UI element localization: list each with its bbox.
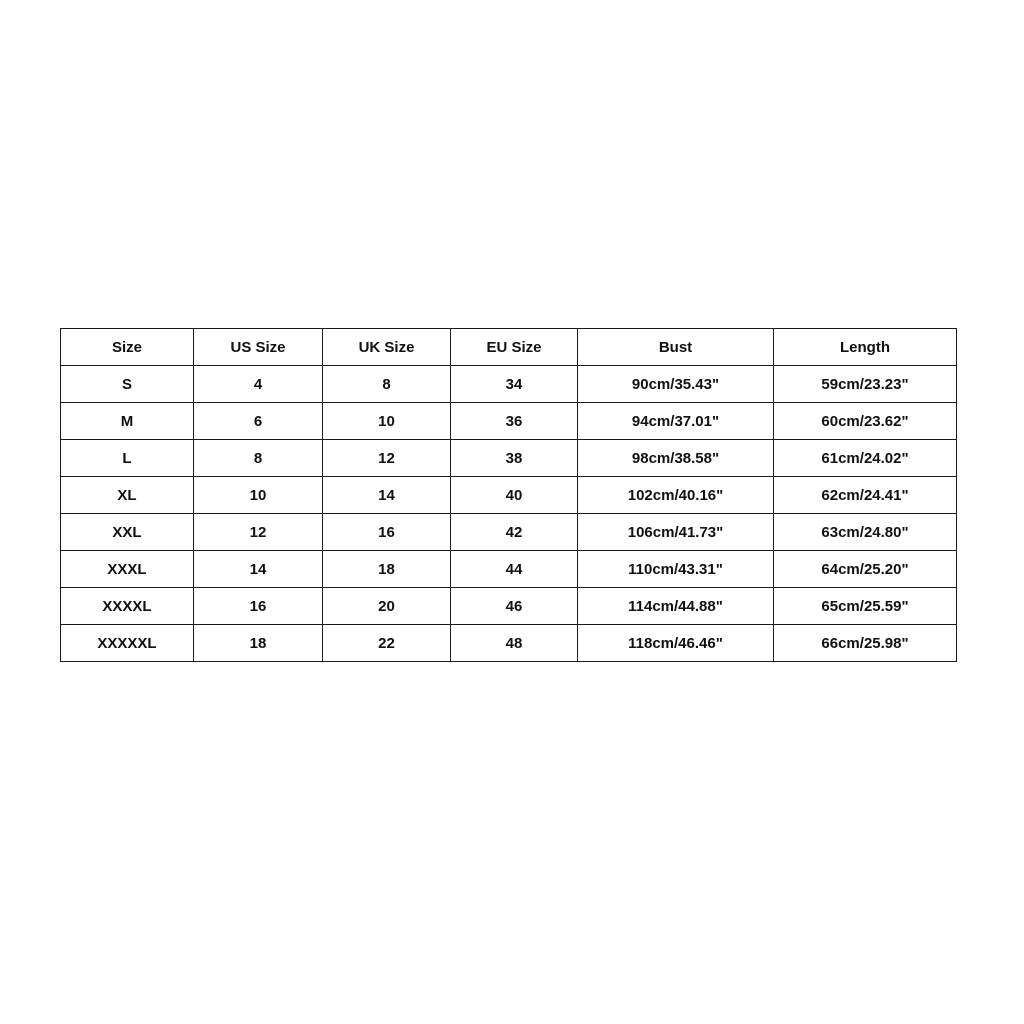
cell-bust: 106cm/41.73" (578, 514, 774, 551)
table-row (61, 366, 957, 403)
cell-eu-size: 40 (451, 477, 578, 514)
table-header-row (61, 329, 957, 366)
cell-uk-size: 18 (323, 551, 451, 588)
cell-us-size: 10 (194, 477, 323, 514)
cell-size: XXXXXL (61, 625, 194, 662)
table-row (61, 477, 957, 514)
cell-length: 65cm/25.59" (774, 588, 957, 625)
cell-length: 66cm/25.98" (774, 625, 957, 662)
cell-length: 60cm/23.62" (774, 403, 957, 440)
cell-us-size: 14 (194, 551, 323, 588)
cell-uk-size: 20 (323, 588, 451, 625)
cell-eu-size: 36 (451, 403, 578, 440)
header-size: Size (61, 329, 194, 366)
cell-bust: 114cm/44.88" (578, 588, 774, 625)
table-row (61, 588, 957, 625)
cell-size: M (61, 403, 194, 440)
cell-uk-size: 16 (323, 514, 451, 551)
cell-length: 64cm/25.20" (774, 551, 957, 588)
header-us-size: US Size (194, 329, 323, 366)
cell-us-size: 6 (194, 403, 323, 440)
cell-eu-size: 44 (451, 551, 578, 588)
cell-bust: 90cm/35.43" (578, 366, 774, 403)
cell-eu-size: 46 (451, 588, 578, 625)
cell-bust: 98cm/38.58" (578, 440, 774, 477)
cell-uk-size: 22 (323, 625, 451, 662)
cell-length: 62cm/24.41" (774, 477, 957, 514)
cell-uk-size: 14 (323, 477, 451, 514)
cell-eu-size: 34 (451, 366, 578, 403)
cell-us-size: 16 (194, 588, 323, 625)
table-row (61, 551, 957, 588)
cell-us-size: 12 (194, 514, 323, 551)
cell-length: 63cm/24.80" (774, 514, 957, 551)
cell-eu-size: 48 (451, 625, 578, 662)
cell-us-size: 4 (194, 366, 323, 403)
cell-size: L (61, 440, 194, 477)
header-uk-size: UK Size (323, 329, 451, 366)
header-eu-size: EU Size (451, 329, 578, 366)
table-row (61, 403, 957, 440)
cell-bust: 102cm/40.16" (578, 477, 774, 514)
cell-uk-size: 8 (323, 366, 451, 403)
cell-size: XL (61, 477, 194, 514)
cell-uk-size: 10 (323, 403, 451, 440)
cell-length: 61cm/24.02" (774, 440, 957, 477)
header-length: Length (774, 329, 957, 366)
cell-size: XXXL (61, 551, 194, 588)
size-chart-table (60, 328, 957, 662)
cell-uk-size: 12 (323, 440, 451, 477)
cell-bust: 110cm/43.31" (578, 551, 774, 588)
cell-us-size: 18 (194, 625, 323, 662)
cell-eu-size: 42 (451, 514, 578, 551)
cell-length: 59cm/23.23" (774, 366, 957, 403)
cell-us-size: 8 (194, 440, 323, 477)
table-row (61, 440, 957, 477)
table-row (61, 514, 957, 551)
cell-eu-size: 38 (451, 440, 578, 477)
cell-size: S (61, 366, 194, 403)
table-row (61, 625, 957, 662)
cell-size: XXXXL (61, 588, 194, 625)
header-bust: Bust (578, 329, 774, 366)
cell-size: XXL (61, 514, 194, 551)
cell-bust: 118cm/46.46" (578, 625, 774, 662)
cell-bust: 94cm/37.01" (578, 403, 774, 440)
